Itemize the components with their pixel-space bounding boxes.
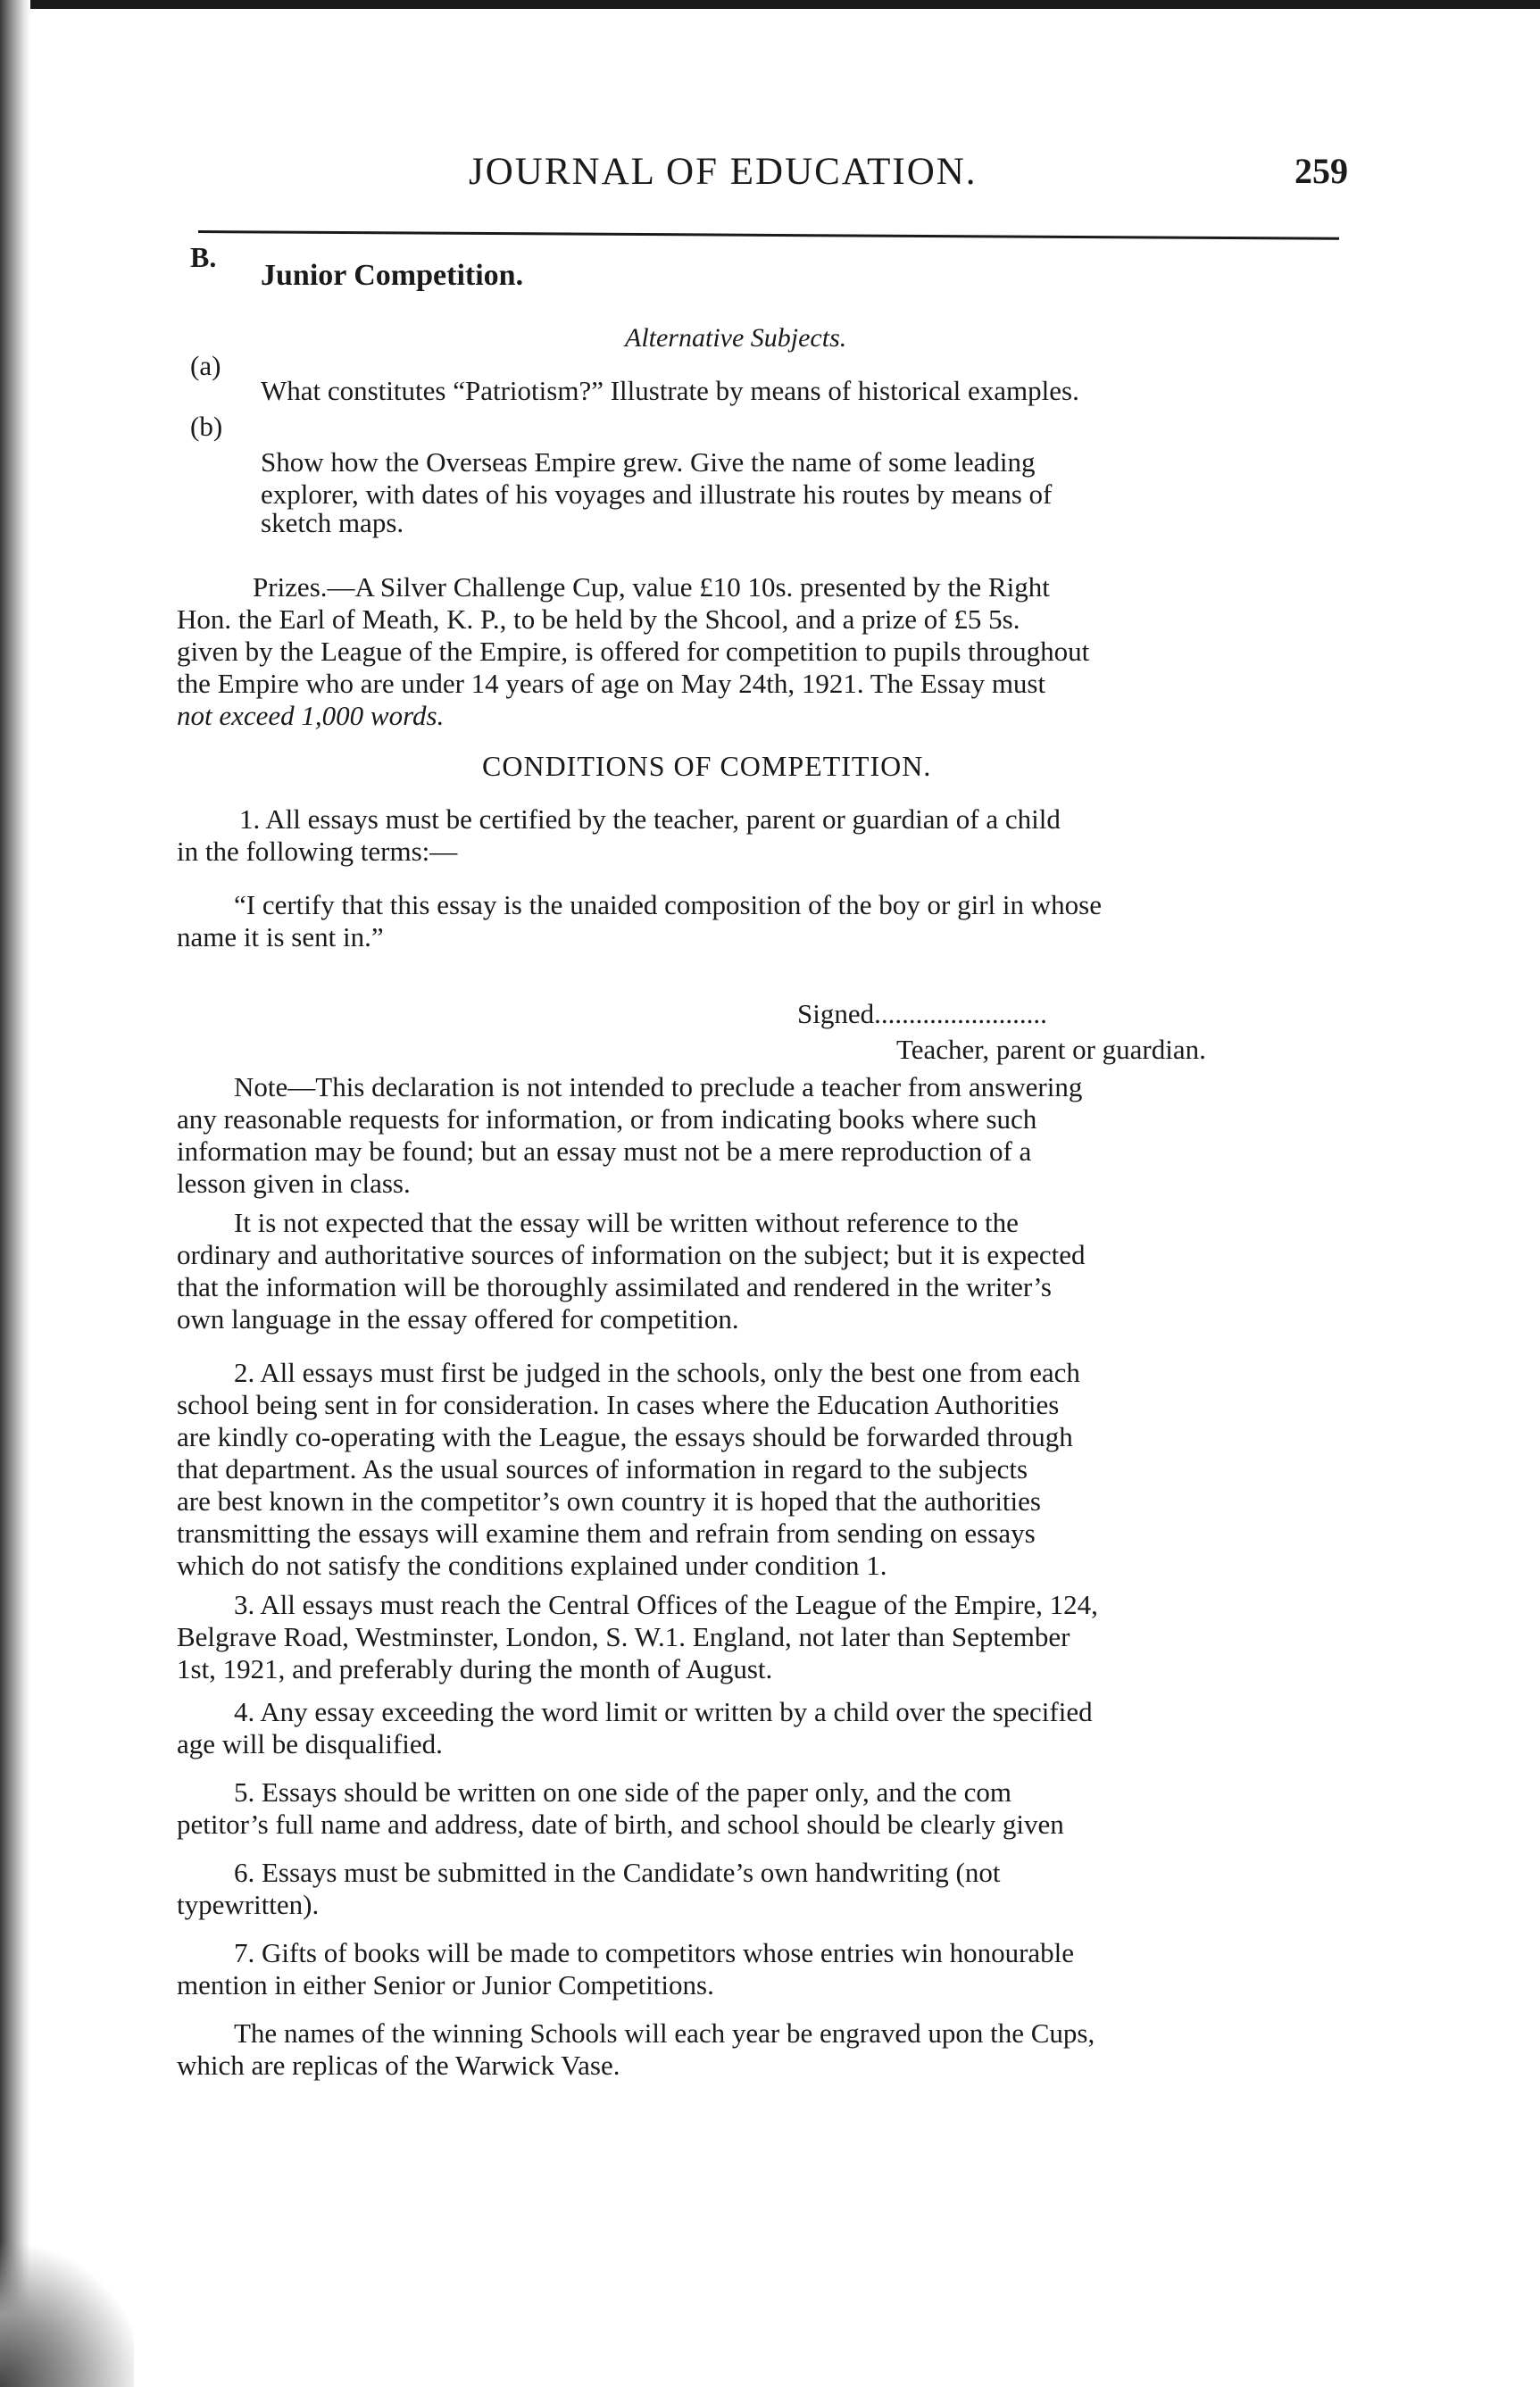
subject-b-label: (b) xyxy=(190,411,223,442)
expected-line: It is not expected that the essay will be written without reference to the xyxy=(234,1207,1019,1238)
condition-3-line: 3. All essays must reach the Central Offices of the League of the Empire, 124, xyxy=(234,1589,1098,1620)
closing-line: The names of the winning Schools will each year be engraved upon the Cups, xyxy=(234,2017,1095,2049)
subject-b-line: sketch maps. xyxy=(261,507,404,538)
subjects-title: Alternative Subjects. xyxy=(625,323,847,353)
expected-line: that the information will be thoroughly assimilated and rendered in the writer’s xyxy=(177,1271,1052,1302)
signed-line: Signed......................... xyxy=(797,998,1047,1029)
note-line: Note—This declaration is not intended to preclude a teacher from answering xyxy=(234,1071,1083,1102)
section-title: Junior Competition. xyxy=(261,259,524,292)
prizes-line: Prizes.—A Silver Challenge Cup, value £10 10s. presented by the Right xyxy=(253,571,1050,603)
condition-3-line: 1st, 1921, and preferably during the month of August. xyxy=(177,1653,773,1684)
condition-2-line: school being sent in for consideration. In cases where the Education Authorities xyxy=(177,1389,1060,1420)
subject-a-text: What constitutes “Patriotism?” Illustrate by means of historical examples. xyxy=(261,375,1079,406)
prizes-line: given by the League of the Empire, is offered for competition to pupils throughout xyxy=(177,636,1090,667)
condition-2-line: 2. All essays must first be judged in the schools, only the best one from each xyxy=(234,1357,1080,1388)
condition-4-line: age will be disqualified. xyxy=(177,1728,443,1759)
prizes-line: the Empire who are under 14 years of age on May 24th, 1921. The Essay must xyxy=(177,668,1046,699)
header-rule xyxy=(198,230,1339,240)
note-line: any reasonable requests for information, or from indicating books where such xyxy=(177,1103,1037,1135)
condition-7-line: 7. Gifts of books will be made to competitors whose entries win honourable xyxy=(234,1937,1075,1968)
signed-role: Teacher, parent or guardian. xyxy=(896,1034,1206,1065)
condition-2-line: are kindly co-operating with the League, the essays should be forwarded through xyxy=(177,1421,1073,1452)
certify-line: name it is sent in.” xyxy=(177,921,384,952)
expected-line: ordinary and authoritative sources of information on the subject; but it is expected xyxy=(177,1239,1086,1270)
condition-6-line: typewritten). xyxy=(177,1889,320,1920)
scan-edge-top xyxy=(0,0,1540,9)
condition-1-line: in the following terms:— xyxy=(177,836,458,867)
closing-line: which are replicas of the Warwick Vase. xyxy=(177,2050,620,2081)
condition-4-line: 4. Any essay exceeding the word limit or written by a child over the specified xyxy=(234,1696,1093,1727)
journal-title: JOURNAL OF EDUCATION. xyxy=(469,151,978,193)
scan-edge-left xyxy=(0,0,30,2387)
subject-b-line: Show how the Overseas Empire grew. Give the name of some leading xyxy=(261,446,1036,478)
condition-6-line: 6. Essays must be submitted in the Candidate’s own handwriting (not xyxy=(234,1857,1001,1888)
condition-2-line: are best known in the competitor’s own country it is hoped that the authorities xyxy=(177,1485,1041,1517)
condition-1-line: 1. All essays must be certified by the teacher, parent or guardian of a child xyxy=(239,803,1061,835)
conditions-title: CONDITIONS OF COMPETITION. xyxy=(482,750,932,782)
note-line: lesson given in class. xyxy=(177,1168,411,1199)
condition-5-line: 5. Essays should be written on one side of the paper only, and the com xyxy=(234,1776,1011,1808)
condition-2-line: which do not satisfy the conditions explained under condition 1. xyxy=(177,1550,887,1581)
subject-b-line: explorer, with dates of his voyages and illustrate his routes by means of xyxy=(261,478,1053,510)
prizes-line: not exceed 1,000 words. xyxy=(177,700,445,731)
condition-5-line: petitor’s full name and address, date of birth, and school should be clearly given xyxy=(177,1809,1064,1840)
condition-2-line: that department. As the usual sources of information in regard to the subjects xyxy=(177,1453,1028,1485)
scan-corner-shadow xyxy=(0,2226,134,2387)
subject-a-label: (a) xyxy=(190,350,221,381)
page-number: 259 xyxy=(1294,151,1348,191)
certify-line: “I certify that this essay is the unaided composition of the boy or girl in whose xyxy=(234,889,1102,920)
condition-2-line: transmitting the essays will examine them and refrain from sending on essays xyxy=(177,1518,1036,1549)
section-label: B. xyxy=(190,241,217,273)
expected-line: own language in the essay offered for competition. xyxy=(177,1303,739,1335)
condition-7-line: mention in either Senior or Junior Competitions. xyxy=(177,1969,714,2000)
note-line: information may be found; but an essay must not be a mere reproduction of a xyxy=(177,1135,1032,1167)
condition-3-line: Belgrave Road, Westminster, London, S. W.1. England, not later than September xyxy=(177,1621,1070,1652)
prizes-line: Hon. the Earl of Meath, K. P., to be held by the Shcool, and a prize of £5 5s. xyxy=(177,603,1020,635)
